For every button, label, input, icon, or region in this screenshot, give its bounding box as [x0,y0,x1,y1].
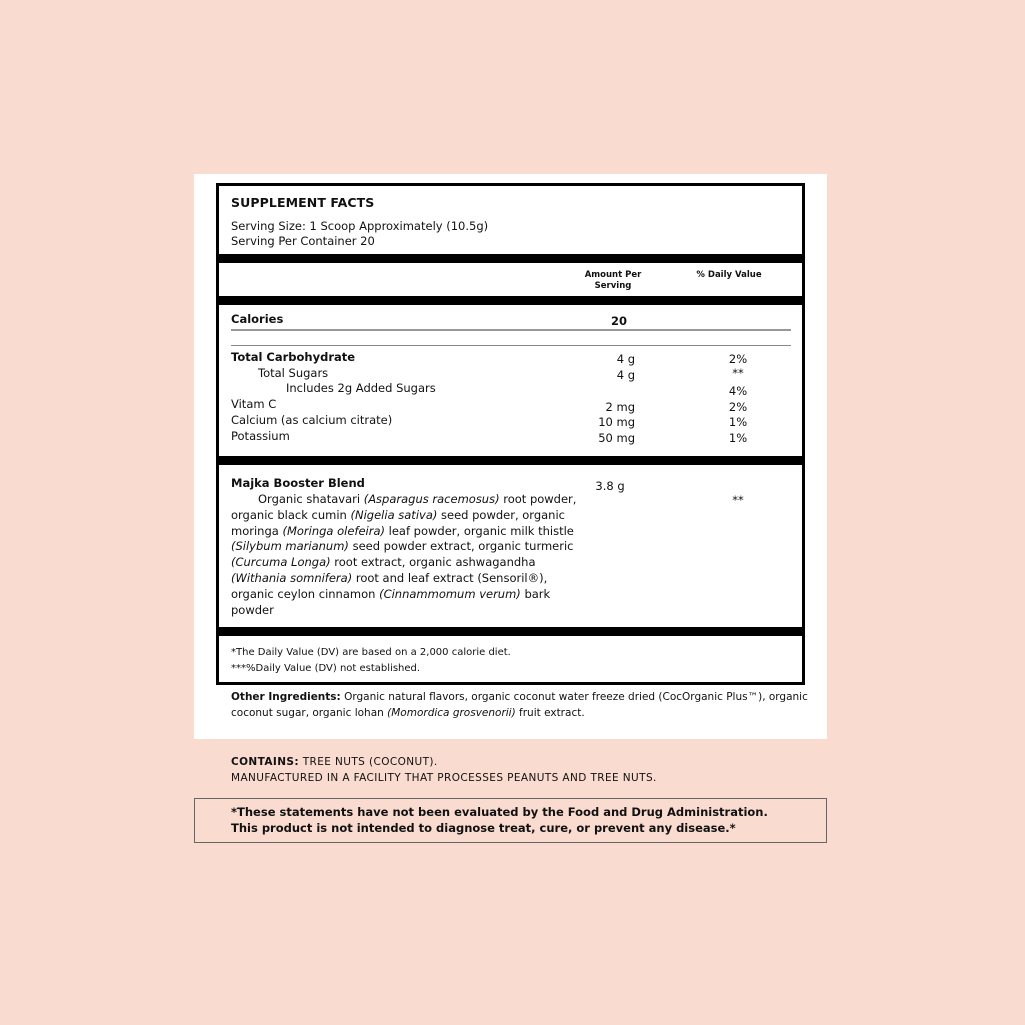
contains-text: TREE NUTS (COCONUT). [298,756,438,768]
facts-title: SUPPLEMENT FACTS [231,195,375,210]
calories-amount: 20 [610,314,627,328]
daily-value-header: % Daily Value [696,270,762,280]
blend-name: Majka Booster Blend [231,476,365,490]
divider-bar [219,254,802,263]
nutrient-dv: ** [732,366,744,380]
divider-bar [219,296,802,305]
nutrient-dv: 1% [728,415,748,429]
divider-bar [219,627,802,636]
serving-size: Serving Size: 1 Scoop Approximately (10.5g) [231,219,489,233]
nutrient-dv: 2% [728,352,748,366]
ingredient-text: Organic shatavari [258,492,364,506]
other-ingredients-italic: (Momordica grosvenorii) [387,706,516,719]
nutrient-amount: 4 g [616,352,635,366]
amount-header-line2: Serving [594,281,632,291]
botanical-name: (Withania somnifera) [231,570,353,585]
botanical-name: (Nigelia sativa) [350,507,438,522]
botanical-name: (Moringa olefeira) [282,523,385,538]
divider-bar [219,456,802,465]
other-ingredients-label: Other Ingredients: [231,691,341,703]
nutrient-label: Includes 2g Added Sugars [286,381,436,395]
other-ingredients-text: Organic natural flavors, organic coconut water freeze dried (CocOrganic Plus™), organic coconut sugar, organic lohan [231,691,808,719]
fda-line-2: This product is not intended to diagnose treat, cure, or prevent any disease.* [231,821,736,835]
nutrient-amount: 10 mg [598,415,635,429]
allergen-statement [231,754,657,786]
blend-ingredients [231,492,581,618]
ingredient-text: bark powder [231,586,551,617]
botanical-name: (Curcuma Longa) [231,555,331,570]
ingredient-text: seed powder, organic moringa [231,507,565,538]
nutrient-amount: 50 mg [598,431,635,445]
ingredient-text: seed powder extract, organic turmeric [348,539,574,554]
footnote-not-established: ***%Daily Value (DV) not established. [231,663,421,674]
nutrient-label: Potassium [231,429,290,443]
nutrient-label: Vitam C [231,397,277,411]
nutrient-dv: 4% [728,384,748,398]
calories-label: Calories [231,312,284,326]
amount-header-line1: Amount Per [584,270,642,280]
contains-label: CONTAINS: [231,756,299,768]
ingredient-text: root and leaf extract (Sensoril®), organic ceylon cinnamon [231,570,548,601]
botanical-name: (Cinnammomum verum) [379,586,521,601]
nutrient-dv: 1% [728,431,748,445]
ingredient-text: leaf powder, organic milk thistle [385,523,574,538]
calories-rule [231,329,791,331]
servings-per-container: Serving Per Container 20 [231,234,375,248]
nutrient-amount: 2 mg [605,400,635,414]
nutrients-rule [231,345,791,346]
botanical-name: (Asparagus racemosus) [363,492,500,506]
ingredient-text: root extract, organic ashwagandha [330,555,536,570]
facility-statement: MANUFACTURED IN A FACILITY THAT PROCESSES PEANUTS AND TREE NUTS. [231,772,657,784]
fda-line-1: *These statements have not been evaluated by the Food and Drug Administration. [231,805,768,819]
nutrient-dv: 2% [728,400,748,414]
nutrient-label: Total Carbohydrate [231,350,356,364]
amount-per-serving-header [573,270,653,292]
nutrient-label: Total Sugars [258,366,329,380]
other-ingredients [231,690,811,721]
fda-disclaimer [231,804,768,836]
blend-dv: ** [732,493,744,507]
blend-amount: 3.8 g [595,479,625,493]
ingredient-text: root powder, organic black cumin [231,492,577,522]
fda-disclaimer-box [194,798,827,843]
supplement-facts-panel [216,183,805,685]
nutrient-amount: 4 g [616,368,635,382]
other-ingredients-text-end: fruit extract. [515,706,585,719]
nutrient-label: Calcium (as calcium citrate) [231,413,393,427]
footnote-dv: *The Daily Value (DV) are based on a 2,000 calorie diet. [231,647,511,658]
botanical-name: (Silybum marianum) [231,539,349,554]
